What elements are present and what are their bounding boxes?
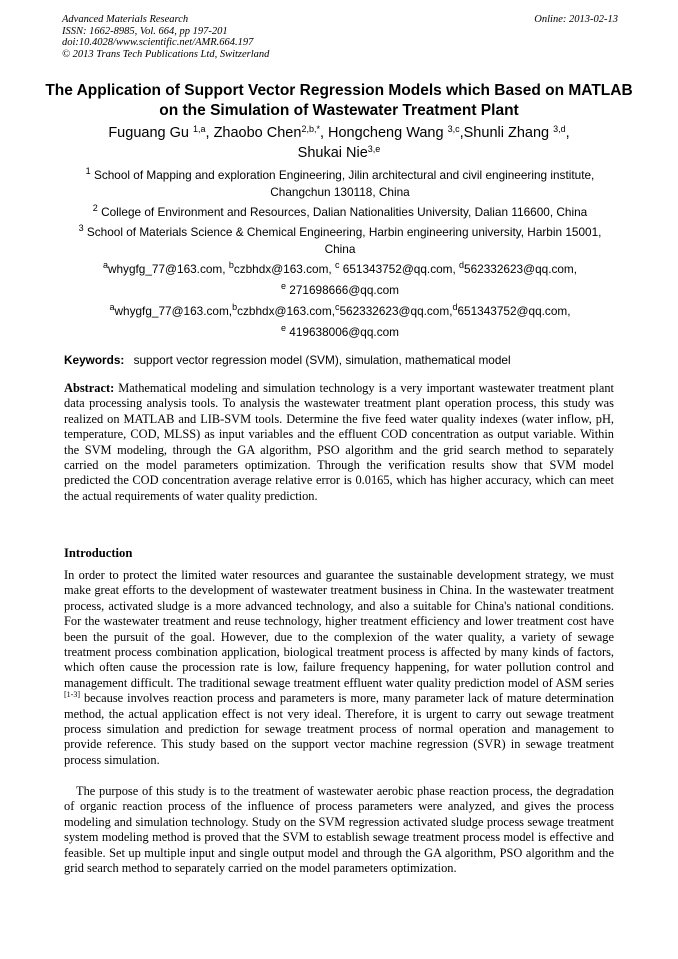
email-address: 562332623@qq.com, xyxy=(339,304,453,318)
email-address: 271698666@qq.com xyxy=(289,283,399,297)
abstract-text: Mathematical modeling and simulation technology is a very important wastewater treatment plant data processing analysis tools. To analysis the wastewater treatment plant operation process, this study was realized on MATLAB and LIB-SVM tools. Determine the five feed water quality indexes (water inflow, pH, temperature, COD, MLSS) as input variables and the effluent COD concentration as output variable. Within the SVM modeling, through the GA algorithm, PSO algorithm and the grid search method to separately carried on the model parameters optimization. Through the verification results show that SVM model predicted the COD concentration average relative error is 0.0165, which has higher accuracy, which can meet the actual requirements of water quality prediction. xyxy=(64,381,614,503)
email-line-2: $^e$ 271698666@qq.com xyxy=(280,281,399,297)
paper-title: The Application of Support Vector Regression Models which Based on MATLAB on the Simulation of Wastewater Treatment Plant xyxy=(45,82,633,119)
doi-line: doi:10.4028/www.scientific.net/AMR.664.197 xyxy=(62,37,254,48)
email-address: czbhdx@163.com, xyxy=(237,304,335,318)
email-line-4: $^e$ 419638006@qq.com xyxy=(280,323,399,339)
email-address: 651343752@qq.com, xyxy=(457,304,571,318)
affiliation-1: $^1$ School of Mapping and exploration Engineering, Jilin architectural and civil engineering institute, Changchun 130118, China xyxy=(85,166,595,199)
issn-line: ISSN: 1662-8985, Vol. 664, pp 197-201 xyxy=(62,25,228,37)
journal-name: Advanced Materials Research xyxy=(62,14,189,25)
author-affiliation-mark: 2,b,* xyxy=(301,124,320,134)
author-name: Shunli Zhang xyxy=(463,125,550,141)
email-address: 419638006@qq.com xyxy=(289,325,399,339)
email-address: 562332623@qq.com, xyxy=(464,262,578,276)
citation: [1-3] xyxy=(64,690,80,700)
affiliation-2: $^2$ College of Environment and Resources, Dalian Nationalities University, Dalian 116600, China xyxy=(92,203,588,219)
email-line-3: $^a$whygfg_77@163.com,$^b$czbhdx@163.com,$^c$562332623@qq.com,$^d$651343752@qq.com, xyxy=(109,302,571,318)
author-list: Fuguang Gu $^{1,a}$, Zhaobo Chen$^{2,b,*}$, Hongcheng Wang $^{3,c}$,Shunli Zhang $^{3,d}$, Shukai Nie$^{3,e}$ xyxy=(108,124,570,161)
author-affiliation-mark: 1,a xyxy=(192,124,206,134)
journal-header xyxy=(62,14,618,60)
intro-paragraph-1: In order to protect the limited water resources and guarantee the sustainable development strategy, we must make great efforts to the development of wastewater treatment business in China. In the wastewater treatment process, activated sludge is a more advanced technology, and also a suitable for China's national conditions. For the wastewater treatment and reuse technology, higher treatment efficiency and lower treatment cost have been the pursuit of the goal. However, due to the complexion of the water quality, a variety of sewage treatment process combination application, biological treatment process is affected by many kinds of factors, which often cause the procession rate is low, failure frequency happening, for water pollution control and management difficult. The traditional sewage treatment effluent water quality prediction model of ASM series [1-3] because involves reaction process and parameters is more, many parameter lack of mature determination method, the actual application effect is not very ideal. Therefore, it is urgent to carry out sewage treatment process simulation and prediction for sewage treatment process of normal operation and management to provide reference. This study based on the support vector machine regression (SVR) in sewage treatment process simulation. xyxy=(64,568,614,767)
online-date: Online: 2013-02-13 xyxy=(534,14,618,25)
keywords-text: support vector regression model (SVM), simulation, mathematical model xyxy=(133,353,511,367)
author-affiliation-mark: 3,c xyxy=(447,124,460,134)
keywords-label: Keywords: xyxy=(64,353,125,367)
email-address: whygfg_77@163.com, xyxy=(114,304,233,318)
copyright-line: © 2013 Trans Tech Publications Ltd, Switzerland xyxy=(62,48,270,60)
author-name: Hongcheng Wang xyxy=(328,125,444,141)
author-name: Zhaobo Chen xyxy=(213,125,302,141)
intro-paragraph-2: The purpose of this study is to the treatment of wastewater aerobic phase reaction process, the degradation of organic reaction process of the influence of process parameters were analyzed, and gives the process modeling and simulation technology. Study on the SVM regression activated sludge process sewage treatment system modeling method is proved that the SVM to establish sewage treatment process model is effective and feasible. Set up multiple input and single output model and through the GA algorithm, PSO algorithm and the grid search method to separately carried on the model parameters optimization. xyxy=(64,784,614,876)
author-name: Shukai Nie xyxy=(297,144,368,161)
keywords xyxy=(64,352,620,368)
email-address: 651343752@qq.com, xyxy=(342,262,460,276)
author-affiliation-mark: 3,e xyxy=(367,143,381,154)
author-name: Fuguang Gu xyxy=(108,125,189,141)
section-heading-introduction: Introduction xyxy=(64,546,133,560)
email-address: whygfg_77@163.com, xyxy=(107,262,229,276)
email-address: czbhdx@163.com, xyxy=(233,262,335,276)
abstract xyxy=(64,381,614,504)
email-line-1: $^a$whygfg_77@163.com, $^b$czbhdx@163.com, $^c$ 651343752@qq.com, $^d$562332623@qq.com, xyxy=(102,260,578,276)
affiliation-3: $^3$ School of Materials Science & Chemical Engineering, Harbin engineering university, Harbin 15001, China xyxy=(78,223,602,256)
author-affiliation-mark: 3,d xyxy=(553,124,566,134)
abstract-label: Abstract: xyxy=(64,381,115,395)
